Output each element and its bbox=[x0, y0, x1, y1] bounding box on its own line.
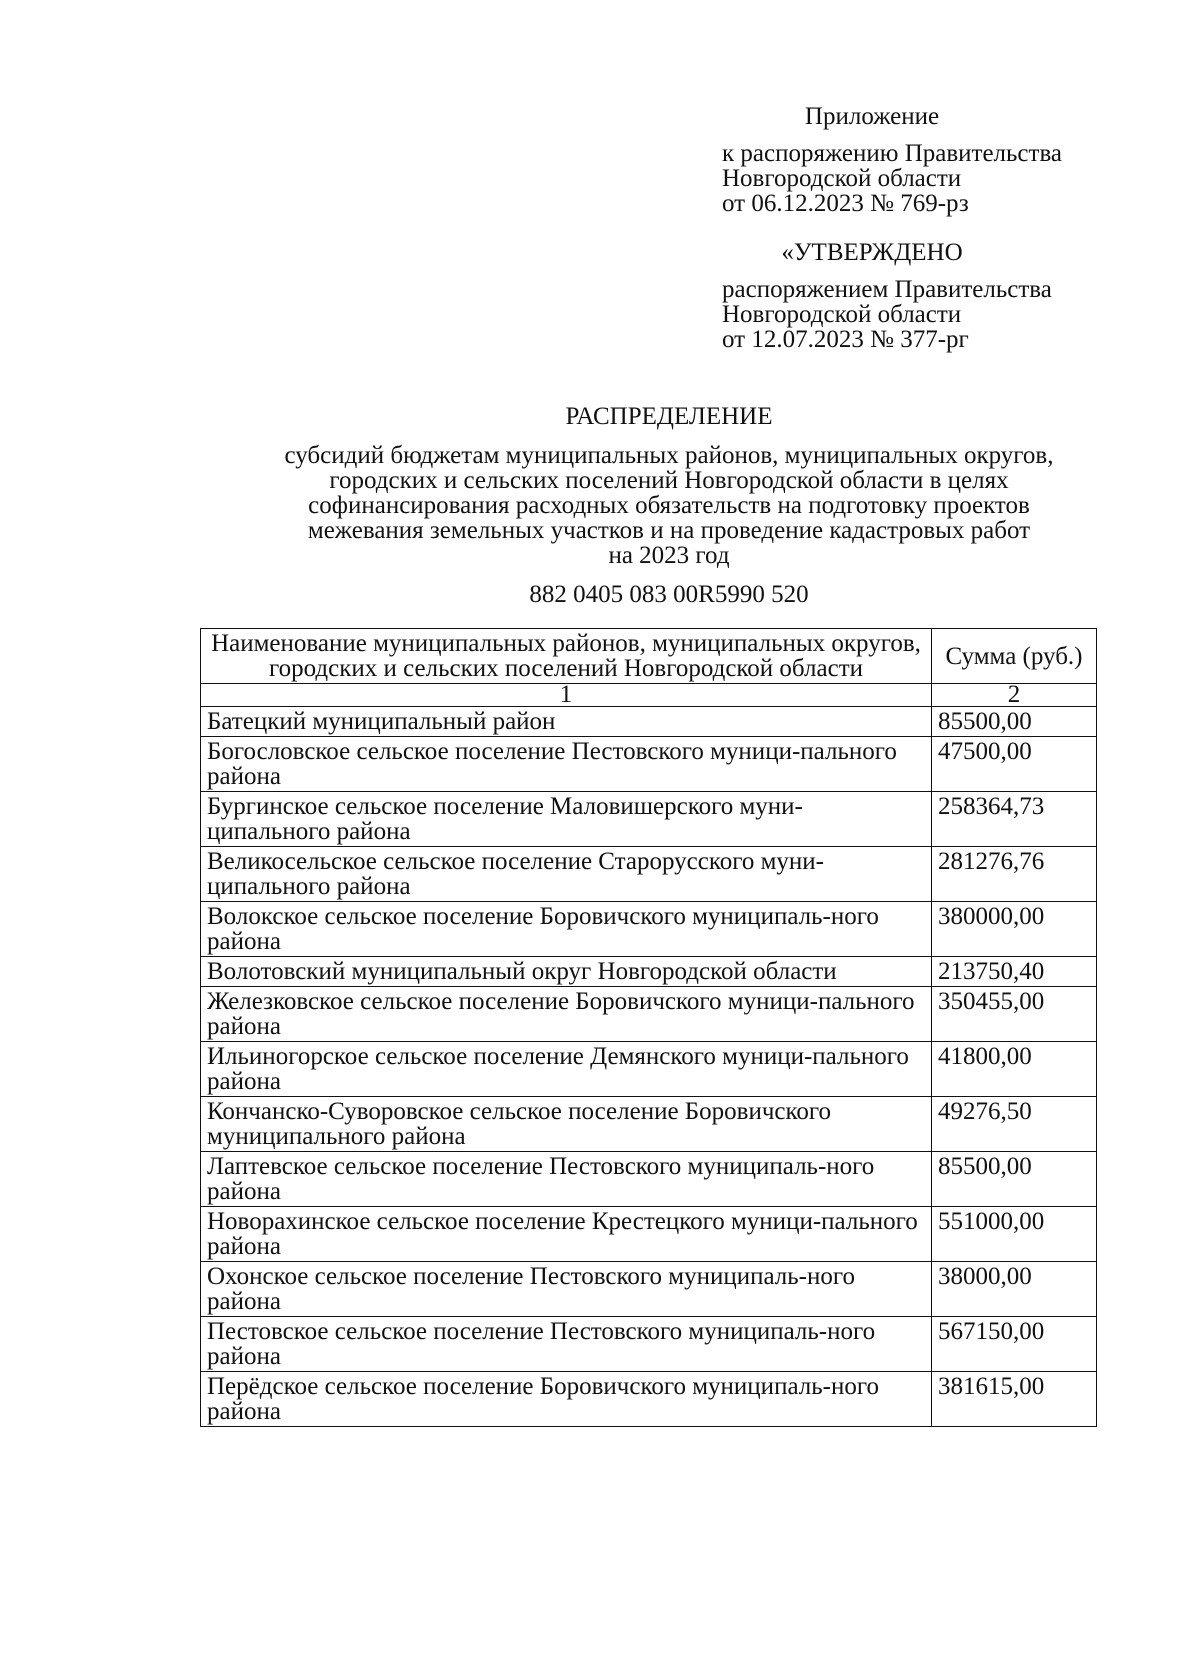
row-sum: 85500,00 bbox=[932, 707, 1097, 737]
table-row bbox=[201, 1317, 1097, 1372]
row-sum: 380000,00 bbox=[932, 902, 1097, 957]
table-header-row bbox=[201, 629, 1097, 684]
row-name: Пестовское сельское поселение Пестовского муниципаль-ного района bbox=[201, 1317, 932, 1372]
budget-code: 882 0405 083 00R5990 520 bbox=[529, 581, 809, 608]
table-row bbox=[201, 1152, 1097, 1207]
distribution-table bbox=[200, 628, 1097, 1427]
row-sum: 350455,00 bbox=[932, 987, 1097, 1042]
row-name: Перёдское сельское поселение Боровичского муниципаль-ного района bbox=[201, 1372, 932, 1427]
column-number-row bbox=[201, 684, 1097, 707]
header-sum: Сумма (руб.) bbox=[932, 629, 1097, 684]
row-sum: 49276,50 bbox=[932, 1097, 1097, 1152]
approved-line: от 12.07.2023 № 377-рг bbox=[722, 326, 969, 353]
row-name: Ильиногорское сельское поселение Демянского муници-пального района bbox=[201, 1042, 932, 1097]
table-row bbox=[201, 957, 1097, 987]
appendix-line: от 06.12.2023 № 769-рз bbox=[722, 190, 969, 217]
appendix-line: к распоряжению Правительства bbox=[722, 140, 1063, 167]
table-row bbox=[201, 1262, 1097, 1317]
table-row bbox=[201, 737, 1097, 792]
appendix-header bbox=[722, 104, 1162, 352]
row-name: Бургинское сельское поселение Маловишерского муни-ципального района bbox=[201, 792, 932, 847]
row-name: Новорахинское сельское поселение Крестецкого муници-пального района bbox=[201, 1207, 932, 1262]
table-row bbox=[201, 987, 1097, 1042]
appendix-lines bbox=[722, 141, 1162, 216]
table-row bbox=[201, 1042, 1097, 1097]
row-sum: 41800,00 bbox=[932, 1042, 1097, 1097]
approved-line: распоряжением Правительства bbox=[722, 276, 1052, 303]
document-title-block bbox=[188, 404, 1150, 607]
row-sum: 567150,00 bbox=[932, 1317, 1097, 1372]
table-row bbox=[201, 902, 1097, 957]
approved-line: Новгородской области bbox=[722, 301, 962, 328]
table-row bbox=[201, 707, 1097, 737]
approved-lines bbox=[722, 277, 1162, 352]
subtitle-line: межевания земельных участков и на проведение кадастровых работ bbox=[307, 517, 1031, 544]
table-row bbox=[201, 847, 1097, 902]
subtitle-line: городских и сельских поселений Новгородской области в целях bbox=[329, 467, 1009, 494]
row-sum: 551000,00 bbox=[932, 1207, 1097, 1262]
table-row bbox=[201, 1097, 1097, 1152]
row-name: Лаптевское сельское поселение Пестовского муниципаль-ного района bbox=[201, 1152, 932, 1207]
subtitle-line: субсидий бюджетам муниципальных районов, муниципальных округов, bbox=[284, 442, 1054, 469]
row-sum: 213750,40 bbox=[932, 957, 1097, 987]
row-sum: 281276,76 bbox=[932, 847, 1097, 902]
document-subtitle bbox=[188, 443, 1150, 568]
subtitle-line: софинансирования расходных обязательств на подготовку проектов bbox=[308, 492, 1030, 519]
row-name: Волокское сельское поселение Боровичского муниципаль-ного района bbox=[201, 902, 932, 957]
table-body bbox=[201, 707, 1097, 1427]
appendix-title: Приложение bbox=[804, 103, 940, 130]
header-name: Наименование муниципальных районов, муниципальных округов, городских и сельских поселений Новгородской области bbox=[201, 629, 932, 684]
table-row bbox=[201, 1372, 1097, 1427]
row-name: Волотовский муниципальный округ Новгородской области bbox=[201, 957, 932, 987]
column-number: 1 bbox=[201, 684, 932, 707]
row-name: Великосельское сельское поселение Старорусского муни-ципального района bbox=[201, 847, 932, 902]
approved-title: «УТВЕРЖДЕНО bbox=[781, 239, 963, 266]
subtitle-line: на 2023 год bbox=[608, 542, 730, 569]
row-sum: 85500,00 bbox=[932, 1152, 1097, 1207]
row-sum: 258364,73 bbox=[932, 792, 1097, 847]
row-sum: 47500,00 bbox=[932, 737, 1097, 792]
row-name: Кончанско-Суворовское сельское поселение Боровичского муниципального района bbox=[201, 1097, 932, 1152]
row-sum: 381615,00 bbox=[932, 1372, 1097, 1427]
row-name: Богословское сельское поселение Пестовского муници-пального района bbox=[201, 737, 932, 792]
row-name: Охонское сельское поселение Пестовского муниципаль-ного района bbox=[201, 1262, 932, 1317]
appendix-line: Новгородской области bbox=[722, 165, 962, 192]
table-row bbox=[201, 1207, 1097, 1262]
row-sum: 38000,00 bbox=[932, 1262, 1097, 1317]
column-number: 2 bbox=[932, 684, 1097, 707]
row-name: Железковское сельское поселение Боровичского муници-пального района bbox=[201, 987, 932, 1042]
row-name: Батецкий муниципальный район bbox=[201, 707, 932, 737]
document-title: РАСПРЕДЕЛЕНИЕ bbox=[565, 403, 773, 430]
table-row bbox=[201, 792, 1097, 847]
